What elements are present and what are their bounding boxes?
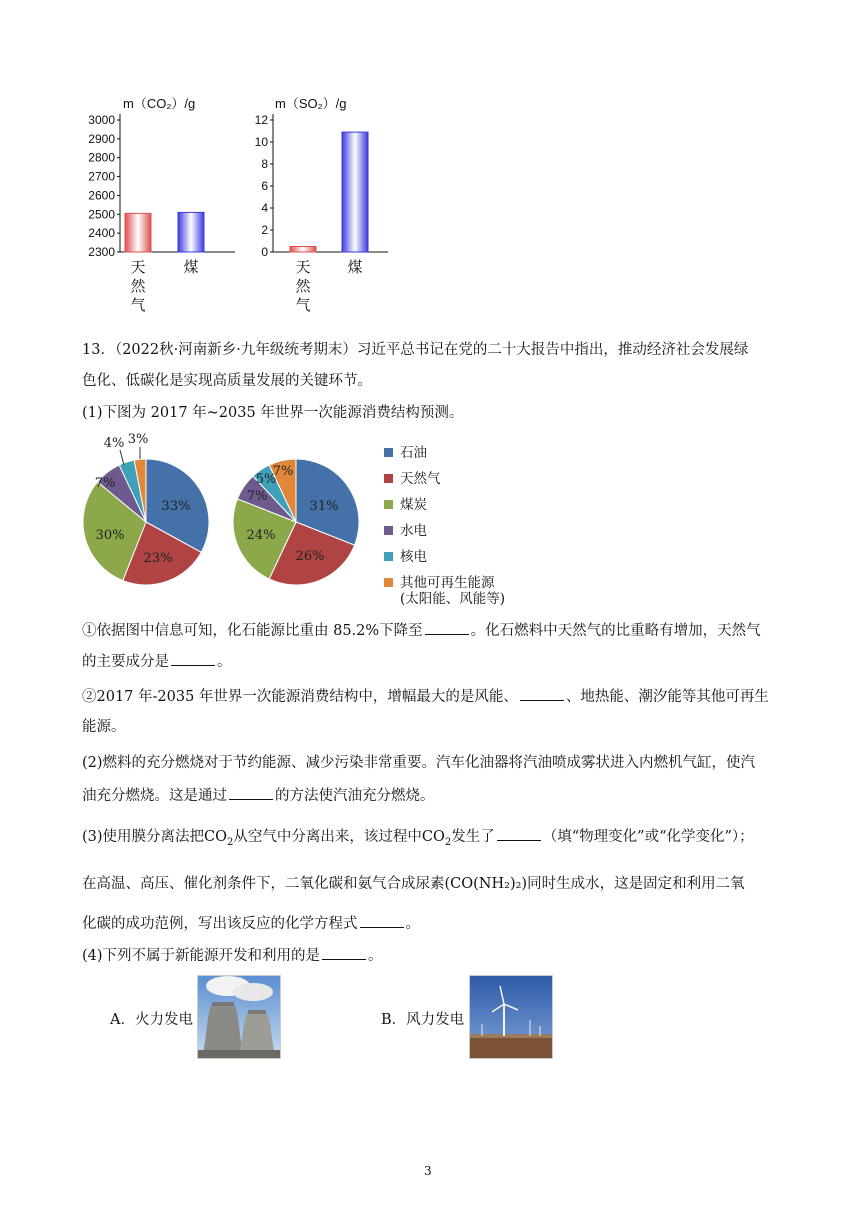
question-intro-line1: 13．（2022秋·河南新乡·九年级统考期末）习近平总书记在党的二十大报告中指出，推动经济社会发展绿 [82, 342, 749, 358]
part4-line: (4)下列不属于新能源开发和利用的是 。 [82, 945, 782, 966]
y-tick-label: 2900 [88, 131, 115, 146]
pie-value-label: 31% [309, 499, 339, 514]
pie-value-label: 3% [127, 432, 149, 447]
co2-bars [125, 212, 204, 252]
legend-label: 核电 [400, 549, 427, 565]
thermal-power-plant-image [197, 975, 281, 1059]
legend-swatch [384, 448, 393, 457]
answer-blank[interactable] [425, 620, 469, 635]
legend-swatch [384, 526, 393, 535]
pie-value-label: 7% [246, 489, 268, 504]
legend-label: 石油 [400, 445, 427, 461]
y-tick-label: 2800 [88, 150, 115, 165]
y-tick-label: 6 [261, 179, 268, 193]
part3-line2: 在高温、高压、催化剂条件下，二氧化碳和氨气合成尿素(CO(NH₂)₂)同时生成水，这是固定和利用二氧 [82, 876, 745, 892]
pie-chart-2017 [78, 425, 218, 590]
so2-bars [290, 132, 368, 252]
y-tick-label: 0 [261, 245, 268, 259]
pie-value-label: 7% [94, 476, 116, 491]
part1b-line1: ②2017 年-2035 年世界一次能源消费结构中，增幅最大的是风能、 、地热能、潮汐能等其他可再生 [82, 686, 782, 707]
part1a-line2: 的主要成分是 。 [82, 651, 782, 672]
question-intro-line2: 色化、低碳化是实现高质量发展的关键环节。 [82, 373, 372, 389]
y-tick-label: 12 [254, 113, 268, 127]
pie-value-label: 5% [255, 472, 277, 487]
svg-text:然: 然 [130, 277, 146, 295]
svg-text:天: 天 [130, 258, 146, 276]
pie-value-label: 30% [95, 528, 125, 543]
so2-chart-ylabel: m（SO₂）/g [275, 96, 347, 111]
co2-categories [130, 258, 198, 314]
co2-formula: $CO_2$ [204, 829, 234, 848]
y-tick-label: 10 [254, 135, 268, 149]
y-tick-label: 2500 [88, 207, 115, 222]
bar-natural-gas [290, 247, 316, 253]
pie-value-label: 24% [246, 528, 276, 543]
pie-value-label: 33% [161, 499, 191, 514]
option-a-label[interactable]: A．火力发电 [110, 1012, 193, 1028]
legend-swatch [384, 500, 393, 509]
co2-chart-ylabel: m（CO₂）/g [123, 96, 196, 111]
svg-text:煤: 煤 [347, 258, 363, 276]
y-tick-label: 2600 [88, 188, 115, 203]
category-label [183, 258, 198, 276]
leader-line [120, 450, 124, 465]
y-tick-label: 2700 [88, 169, 115, 184]
part2-line2: 油充分燃烧。这是通过 的方法使汽油充分燃烧。 [82, 785, 782, 806]
y-tick-label: 2300 [88, 245, 115, 259]
pie-value-label: 7% [272, 464, 294, 479]
svg-text:气: 气 [130, 296, 146, 314]
bar-coal [342, 132, 368, 252]
svg-text:然: 然 [295, 277, 311, 295]
category-label [130, 258, 146, 314]
answer-blank[interactable] [322, 945, 366, 960]
pie-value-label: 26% [295, 549, 325, 564]
y-tick-label: 8 [261, 157, 268, 171]
answer-blank[interactable] [229, 785, 273, 800]
legend-label: 天然气 [400, 471, 441, 487]
y-tick-label: 4 [261, 201, 268, 215]
svg-text:煤: 煤 [183, 258, 199, 276]
wind-power-image [469, 975, 553, 1059]
option-b-label[interactable]: B．风力发电 [381, 1012, 465, 1028]
legend-label: 其他可再生能源 [400, 575, 495, 591]
svg-text:气: 气 [295, 296, 311, 314]
svg-text:天: 天 [295, 258, 311, 276]
answer-blank[interactable] [360, 913, 404, 928]
bar-natural-gas [125, 213, 151, 252]
legend-label: 煤炭 [400, 497, 427, 513]
part3-line1: (3)使用膜分离法把$CO_2$从空气中分离出来，该过程中$CO_2$发生了 （填“物理变化”或“化学变化”）； [82, 826, 782, 853]
pie-chart-2035 [228, 425, 368, 590]
legend-swatch [384, 474, 393, 483]
part3-line3: 化碳的成功范例，写出该反应的化学方程式 。 [82, 913, 782, 934]
so2-categories [295, 258, 362, 314]
y-tick-label: 2400 [88, 226, 115, 241]
co2-formula: $CO_2$ [421, 829, 452, 848]
urea-formula: (CO(NH₂)₂) [444, 876, 528, 892]
part1-title: (1)下图为 2017 年~2035 年世界一次能源消费结构预测。 [82, 405, 464, 421]
co2-y-axis [88, 113, 235, 259]
pie-value-label: 4% [103, 436, 125, 451]
part2-line1: (2)燃料的充分燃烧对于节约能源、减少污染非常重要。汽车化油器将汽油喷成雾状进入内燃机气缸，使汽 [82, 755, 756, 771]
bar-coal [178, 212, 204, 252]
legend-swatch [384, 552, 393, 561]
category-label [347, 258, 362, 276]
legend-label: 水电 [400, 523, 427, 539]
so2-bar-chart [250, 90, 400, 320]
co2-bar-chart [75, 90, 250, 320]
answer-blank[interactable] [497, 826, 541, 841]
legend-swatch [384, 578, 393, 587]
part1a-line1: ①依据图中信息可知，化石能源比重由 85.2%下降至 。化石燃料中天然气的比重略有增加，天然气 [82, 620, 782, 641]
y-tick-label: 2 [261, 223, 268, 237]
category-label [295, 258, 311, 314]
answer-blank[interactable] [171, 651, 215, 666]
page-number: 3 [424, 1164, 432, 1178]
y-tick-label: 3000 [88, 113, 115, 127]
pie-value-label: 23% [143, 551, 173, 566]
part1b-line2: 能源。 [82, 719, 126, 735]
answer-blank[interactable] [520, 686, 564, 701]
